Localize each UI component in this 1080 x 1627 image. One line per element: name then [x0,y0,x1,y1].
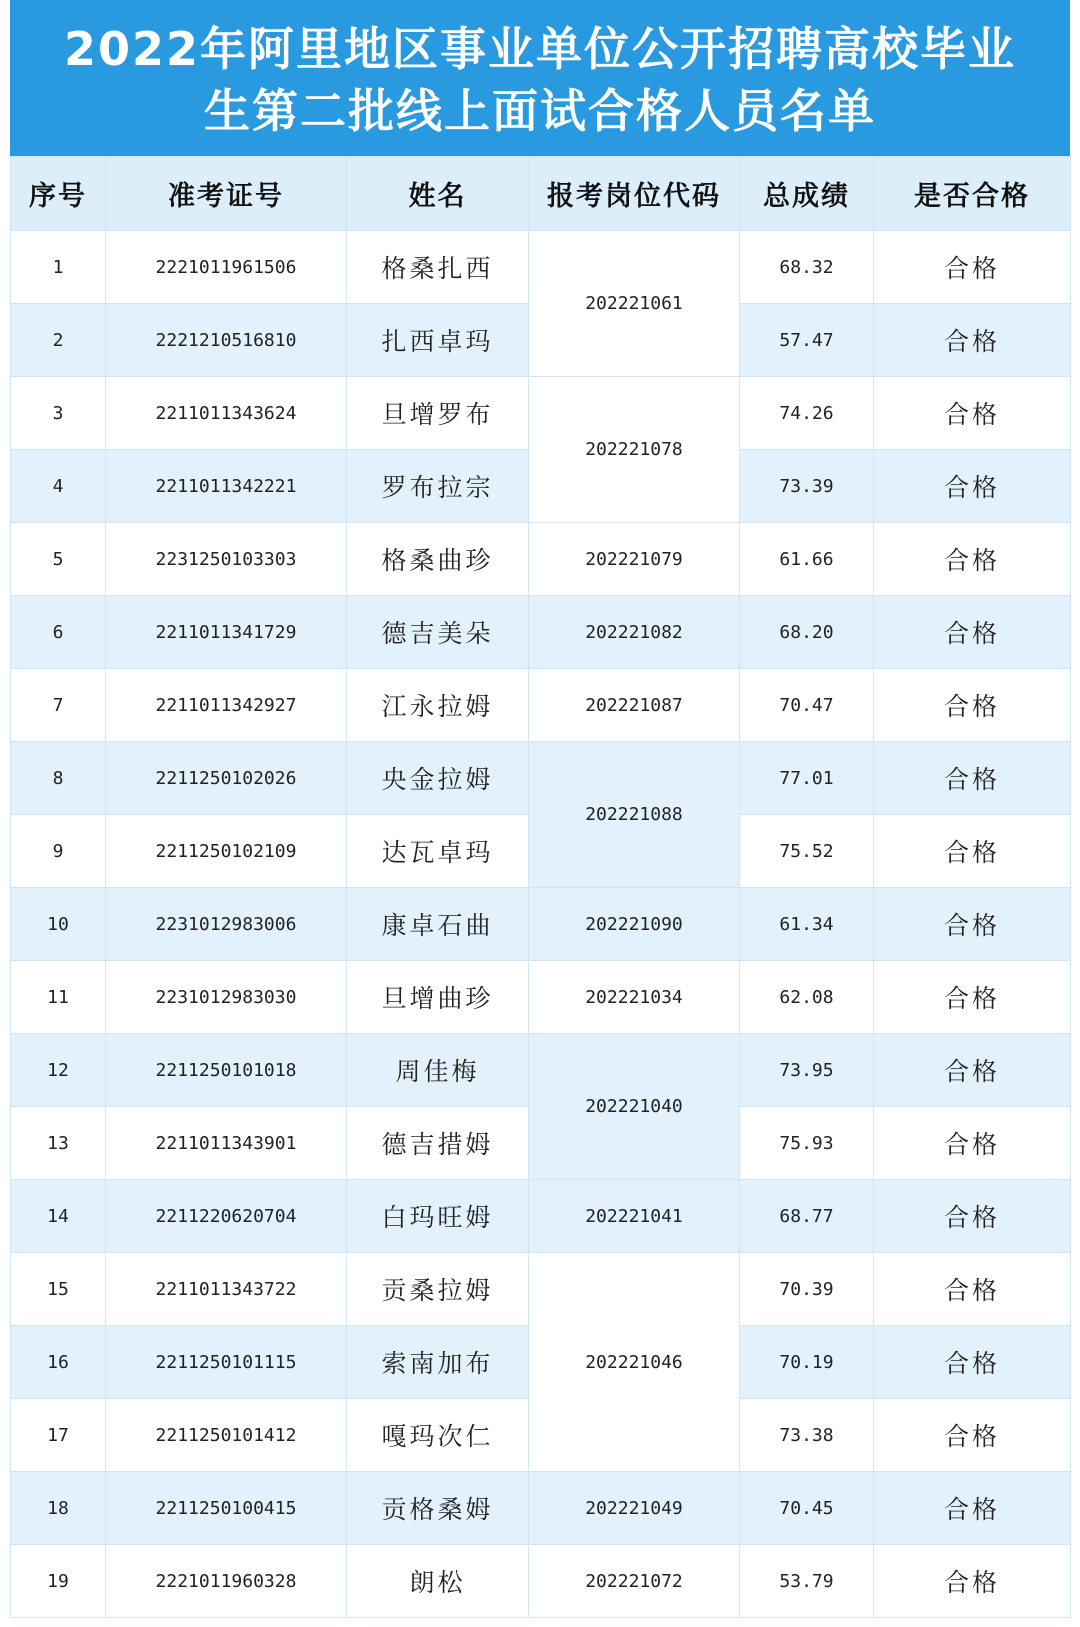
cell-no: 1 [11,231,106,304]
cell-ticket: 2211250101018 [106,1034,347,1107]
cell-score: 75.93 [740,1107,874,1180]
cell-ticket: 2231250103303 [106,523,347,596]
cell-ticket: 2211011343624 [106,377,347,450]
column-header-name: 姓名 [347,157,529,231]
cell-result: 合格 [874,1545,1071,1618]
cell-no: 7 [11,669,106,742]
cell-result: 合格 [874,1399,1071,1472]
cell-ticket: 2231012983006 [106,888,347,961]
table-body [11,231,1071,1618]
cell-score: 77.01 [740,742,874,815]
cell-no: 14 [11,1180,106,1253]
cell-ticket: 2211250102109 [106,815,347,888]
cell-name: 格桑曲珍 [347,523,529,596]
cell-name: 康卓石曲 [347,888,529,961]
table-row [11,1545,1071,1618]
cell-ticket: 2231012983030 [106,961,347,1034]
cell-position-code: 202221041 [529,1180,740,1253]
cell-name: 旦增罗布 [347,377,529,450]
cell-score: 70.39 [740,1253,874,1326]
column-header-ticket: 准考证号 [106,157,347,231]
cell-name: 罗布拉宗 [347,450,529,523]
cell-result: 合格 [874,304,1071,377]
cell-result: 合格 [874,815,1071,888]
table-row [11,377,1071,450]
table-row [11,888,1071,961]
table-row [11,1472,1071,1545]
cell-result: 合格 [874,742,1071,815]
cell-ticket: 2211011343722 [106,1253,347,1326]
cell-ticket: 2211250101412 [106,1399,347,1472]
column-header-position-code: 报考岗位代码 [529,157,740,231]
cell-result: 合格 [874,669,1071,742]
column-header-no: 序号 [11,157,106,231]
cell-score: 70.45 [740,1472,874,1545]
cell-no: 2 [11,304,106,377]
column-header-score: 总成绩 [740,157,874,231]
cell-ticket: 2211250101115 [106,1326,347,1399]
cell-ticket: 2221011961506 [106,231,347,304]
cell-name: 嘎玛次仁 [347,1399,529,1472]
cell-result: 合格 [874,450,1071,523]
cell-score: 57.47 [740,304,874,377]
cell-score: 68.32 [740,231,874,304]
cell-ticket: 2211220620704 [106,1180,347,1253]
cell-position-code: 202221034 [529,961,740,1034]
cell-no: 6 [11,596,106,669]
cell-score: 74.26 [740,377,874,450]
cell-result: 合格 [874,1180,1071,1253]
cell-result: 合格 [874,523,1071,596]
cell-position-code: 202221072 [529,1545,740,1618]
cell-name: 德吉措姆 [347,1107,529,1180]
cell-ticket: 2211250102026 [106,742,347,815]
cell-ticket: 2211011341729 [106,596,347,669]
cell-ticket: 2211011343901 [106,1107,347,1180]
cell-score: 68.77 [740,1180,874,1253]
cell-no: 10 [11,888,106,961]
cell-no: 11 [11,961,106,1034]
title-line-1: 2022年阿里地区事业单位公开招聘高校毕业 [63,22,1017,76]
cell-no: 9 [11,815,106,888]
qualified-candidates-table [10,156,1071,1618]
cell-score: 61.66 [740,523,874,596]
table-row [11,523,1071,596]
cell-score: 70.47 [740,669,874,742]
cell-name: 贡格桑姆 [347,1472,529,1545]
cell-no: 5 [11,523,106,596]
cell-position-code: 202221078 [529,377,740,523]
cell-position-code: 202221046 [529,1253,740,1472]
cell-position-code: 202221061 [529,231,740,377]
table-row [11,596,1071,669]
cell-result: 合格 [874,377,1071,450]
cell-result: 合格 [874,1034,1071,1107]
cell-score: 75.52 [740,815,874,888]
cell-no: 12 [11,1034,106,1107]
cell-result: 合格 [874,888,1071,961]
cell-position-code: 202221040 [529,1034,740,1180]
cell-score: 53.79 [740,1545,874,1618]
cell-result: 合格 [874,961,1071,1034]
cell-result: 合格 [874,1326,1071,1399]
table-row [11,1034,1071,1107]
cell-no: 8 [11,742,106,815]
cell-no: 4 [11,450,106,523]
cell-name: 贡桑拉姆 [347,1253,529,1326]
table-row [11,1253,1071,1326]
title-line-2: 生第二批线上面试合格人员名单 [204,84,876,138]
cell-no: 19 [11,1545,106,1618]
cell-name: 德吉美朵 [347,596,529,669]
table-row [11,231,1071,304]
cell-name: 江永拉姆 [347,669,529,742]
cell-ticket: 2221210516810 [106,304,347,377]
cell-ticket: 2221011960328 [106,1545,347,1618]
cell-score: 70.19 [740,1326,874,1399]
cell-ticket: 2211011342221 [106,450,347,523]
cell-name: 白玛旺姆 [347,1180,529,1253]
cell-name: 索南加布 [347,1326,529,1399]
cell-score: 73.95 [740,1034,874,1107]
cell-name: 央金拉姆 [347,742,529,815]
cell-name: 旦增曲珍 [347,961,529,1034]
cell-position-code: 202221090 [529,888,740,961]
table-row [11,669,1071,742]
cell-score: 73.38 [740,1399,874,1472]
cell-position-code: 202221049 [529,1472,740,1545]
cell-position-code: 202221088 [529,742,740,888]
cell-name: 格桑扎西 [347,231,529,304]
cell-name: 达瓦卓玛 [347,815,529,888]
cell-score: 61.34 [740,888,874,961]
cell-name: 扎西卓玛 [347,304,529,377]
page-title [10,0,1070,156]
cell-position-code: 202221079 [529,523,740,596]
cell-result: 合格 [874,1107,1071,1180]
cell-result: 合格 [874,231,1071,304]
table-row [11,1180,1071,1253]
cell-score: 73.39 [740,450,874,523]
cell-position-code: 202221087 [529,669,740,742]
cell-result: 合格 [874,1472,1071,1545]
table-row [11,961,1071,1034]
cell-ticket: 2211011342927 [106,669,347,742]
cell-result: 合格 [874,1253,1071,1326]
table-row [11,742,1071,815]
cell-no: 15 [11,1253,106,1326]
column-header-result: 是否合格 [874,157,1071,231]
cell-name: 周佳梅 [347,1034,529,1107]
cell-result: 合格 [874,596,1071,669]
cell-score: 68.20 [740,596,874,669]
cell-name: 朗松 [347,1545,529,1618]
cell-score: 62.08 [740,961,874,1034]
cell-ticket: 2211250100415 [106,1472,347,1545]
cell-no: 13 [11,1107,106,1180]
cell-no: 16 [11,1326,106,1399]
cell-no: 18 [11,1472,106,1545]
cell-no: 17 [11,1399,106,1472]
cell-no: 3 [11,377,106,450]
table-header-row [11,157,1071,231]
cell-position-code: 202221082 [529,596,740,669]
